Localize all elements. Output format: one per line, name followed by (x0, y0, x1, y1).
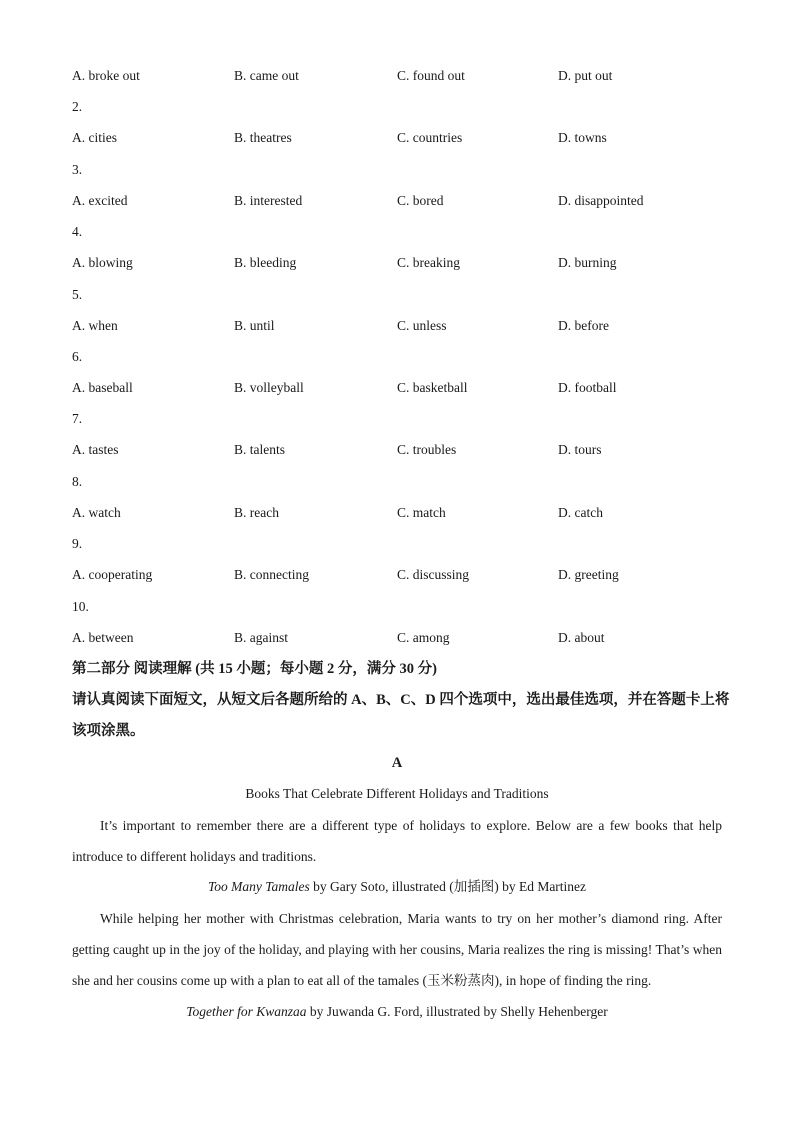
option-c: C. match (397, 505, 446, 520)
book-title-1: Too Many Tamales (207, 879, 310, 894)
option-c: C. found out (397, 68, 465, 83)
option-d: D. about (558, 630, 605, 645)
option-b: B. came out (234, 68, 299, 83)
question-number: 8. (72, 474, 83, 489)
option-c: C. discussing (397, 567, 470, 582)
section-heading: 第二部分 阅读理解 (共 15 小题；每小题 2 分，满分 30 分) (72, 661, 437, 677)
question-number: 4. (72, 224, 83, 239)
option-a: A. baseball (72, 380, 133, 395)
section-instruction: 请认真阅读下面短文，从短文后各题所给的 A、B、C、D 四个选项中，选出最佳选项，并在答题卡上将该项涂黑。 (72, 692, 730, 739)
option-c: C. unless (397, 318, 447, 333)
option-a: A. when (72, 318, 118, 333)
option-d: D. before (558, 318, 609, 333)
option-row (0, 567, 794, 583)
option-c: C. basketball (397, 380, 468, 395)
option-a: A. cooperating (72, 567, 153, 582)
book-heading-1 (0, 879, 794, 895)
option-d: D. disappointed (558, 193, 644, 208)
option-c: C. among (397, 630, 450, 645)
option-b: B. against (234, 630, 288, 645)
option-d: D. catch (558, 505, 603, 520)
option-a: A. excited (72, 193, 128, 208)
question-number: 2. (72, 99, 83, 114)
question-number: 7. (72, 411, 83, 426)
option-row (0, 442, 794, 458)
option-b: B. interested (234, 193, 303, 208)
option-d: D. burning (558, 255, 617, 270)
question-number: 9. (72, 536, 83, 551)
option-row (0, 380, 794, 396)
option-a: A. cities (72, 130, 117, 145)
passage-intro: It’s important to remember there are a different type of holidays to explore. Below are a few books that help introduce to different holidays and traditions. (72, 818, 722, 864)
option-d: D. greeting (558, 567, 619, 582)
option-b: B. until (234, 318, 275, 333)
option-a: A. between (72, 630, 134, 645)
option-d: D. tours (558, 442, 602, 457)
option-row (0, 318, 794, 334)
option-a: A. tastes (72, 442, 119, 457)
option-b: B. volleyball (234, 380, 304, 395)
option-b: B. bleeding (234, 255, 297, 270)
option-c: C. breaking (397, 255, 460, 270)
option-d: D. put out (558, 68, 613, 83)
option-d: D. football (558, 380, 617, 395)
option-c: C. bored (397, 193, 444, 208)
book-credit-2: by Juwanda G. Ford, illustrated by Shelly Hehenberger (306, 1004, 608, 1019)
option-row (0, 255, 794, 271)
book-description-1: While helping her mother with Christmas celebration, Maria wants to try on her mother’s diamond ring. After getting caught up in the joy of the holiday, and playing with her cousins, Maria realizes the ring is missing! That’s when she and her cousins come up with a plan to eat all of the tamales (玉米粉蒸肉), in hope of finding the ring. (72, 911, 722, 988)
book-heading-2 (0, 1004, 794, 1020)
option-c: C. troubles (397, 442, 457, 457)
option-row (0, 505, 794, 521)
book-title-2: Together for Kwanzaa (186, 1004, 307, 1019)
question-number: 10. (72, 599, 89, 614)
option-row (0, 630, 794, 646)
passage-title: Books That Celebrate Different Holidays and Traditions (245, 786, 549, 801)
option-a: A. broke out (72, 68, 140, 83)
option-b: B. connecting (234, 567, 309, 582)
question-number: 6. (72, 349, 83, 364)
option-row (0, 130, 794, 146)
question-number: 3. (72, 162, 83, 177)
option-d: D. towns (558, 130, 607, 145)
option-a: A. watch (72, 505, 121, 520)
option-a: A. blowing (72, 255, 133, 270)
option-b: B. reach (234, 505, 279, 520)
option-row (0, 193, 794, 209)
option-b: B. talents (234, 442, 285, 457)
option-b: B. theatres (234, 130, 292, 145)
passage-letter: A (391, 755, 403, 771)
option-c: C. countries (397, 130, 463, 145)
book-credit-1: by Gary Soto, illustrated (加插图) by Ed Martinez (309, 879, 587, 894)
option-row (0, 68, 794, 84)
question-number: 5. (72, 287, 83, 302)
